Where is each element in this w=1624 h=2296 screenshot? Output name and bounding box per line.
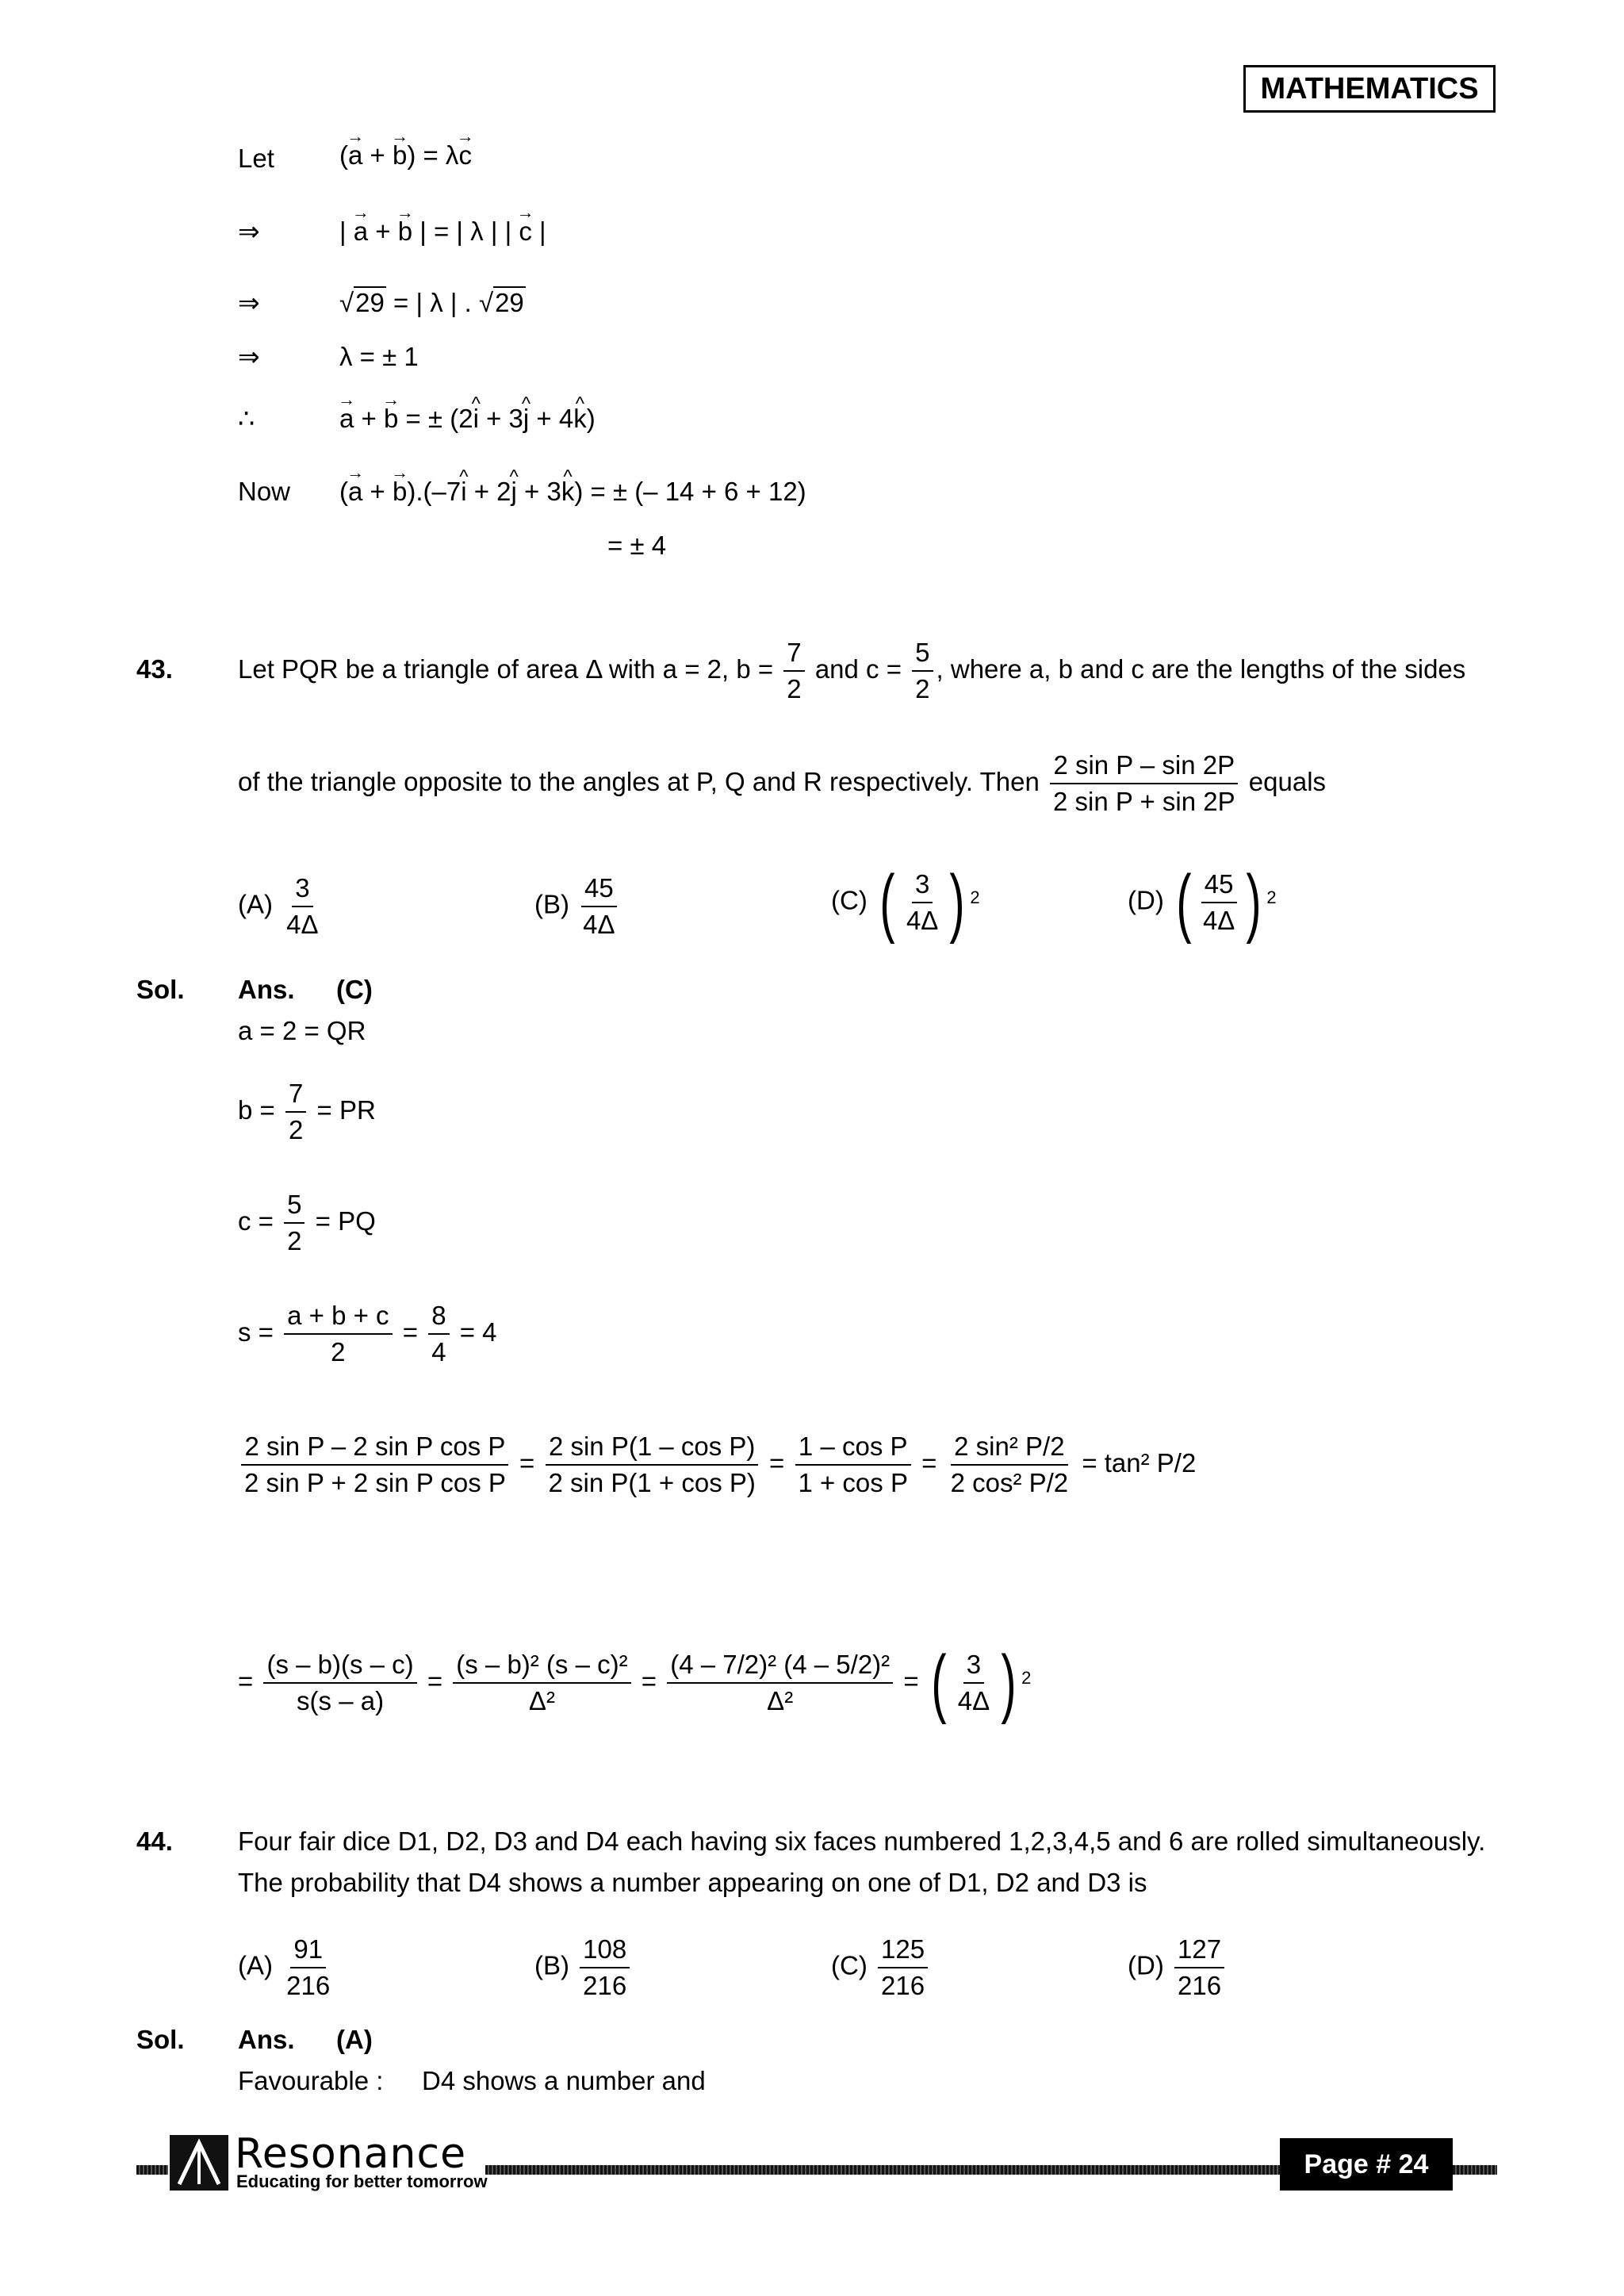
- answer-value: (A): [336, 2025, 373, 2054]
- derivation-label: Let: [238, 144, 274, 173]
- derivation-expr: → a + → b = ± (2^ i + 3^ j + 4^ k): [339, 403, 596, 435]
- derivation-label: ⇒: [238, 217, 260, 246]
- brand-tagline: Educating for better tomorrow: [236, 2171, 488, 2191]
- option-b[interactable]: (B) $\frac{108}{216}$: [534, 1932, 633, 2003]
- solution-label: Sol.: [136, 2025, 185, 2054]
- derivation-expr: √29 = | λ | . √29: [339, 288, 524, 317]
- favourable-text: D4 shows a number and: [422, 2066, 706, 2095]
- solution-step-s: s = $\frac{a + b + c}{2}$ = $\frac{8}{4}$ = 4: [238, 1294, 497, 1370]
- resonance-logo-icon: [170, 2135, 228, 2191]
- question-44-line2: The probability that D4 shows a number appearing on one of D1, D2 and D3 is: [238, 1868, 1147, 1897]
- solution-step-a: a = 2 = QR: [238, 1016, 366, 1045]
- solution-step-c: c = $\frac{5}{2}$ = PQ: [238, 1183, 376, 1259]
- fraction-c: $\frac{5}{2}$: [912, 635, 933, 707]
- question-44-line1: Four fair dice D1, D2, D3 and D4 each having six faces numbered 1,2,3,4,5 and 6 are rolled simultaneously.: [238, 1826, 1486, 1856]
- option-a[interactable]: (A) $\frac{3}{4\Delta}$: [238, 871, 325, 942]
- answer-value: (C): [336, 975, 373, 1004]
- solution-step-b: b = $\frac{7}{2}$ = PR: [238, 1072, 376, 1148]
- solution-heron-chain: = $\frac{(s - b)(s - c)}{s(s - a)}$ = $\frac{\text{(s – b)² (s – c)²}}{\text{Δ²}}$ = $\frac{\text{(4 – 7/2)² (4 – 5/2)²}}{\text{Δ²}}$ = ( $\frac{3}{4\Delta}$ ) $^2$: [238, 1640, 1032, 1726]
- derivation-label: ⇒: [238, 342, 260, 371]
- derivation-label: ∴: [238, 404, 255, 433]
- derivation-label: ⇒: [238, 288, 260, 317]
- answer-label: Ans.: [238, 975, 295, 1004]
- subject-header: MATHEMATICS: [1243, 65, 1496, 113]
- option-c[interactable]: (C) $\frac{125}{216}$: [831, 1932, 931, 2003]
- derivation-expr: λ = ± 1: [339, 342, 419, 371]
- favourable-label: Favourable :: [238, 2066, 384, 2095]
- brand-name: Resonance: [235, 2130, 467, 2178]
- fraction-b: $\frac{7}{2}$: [783, 635, 804, 707]
- page-number: Page # 24: [1280, 2138, 1453, 2191]
- option-d[interactable]: (D) ( $\frac{45}{4\Delta}$ ) $^2$: [1128, 860, 1277, 945]
- question-43-line2: of the triangle opposite to the angles at P, Q and R respectively. Then $\frac{\text{2 sin P – sin 2P}}{\text{2 sin P + sin 2P}}$ equals: [238, 744, 1326, 820]
- derivation-label: Now: [238, 477, 291, 506]
- option-c[interactable]: (C) ( $\frac{3}{4\Delta}$ ) $^2$: [831, 860, 980, 945]
- solution-label: Sol.: [136, 975, 185, 1004]
- option-b[interactable]: (B) $\frac{45}{4\Delta}$: [534, 871, 622, 942]
- question-43-line1: Let PQR be a triangle of area Δ with a = 2, b = $\frac{7}{2}$ and c = $\frac{5}{2}$ , where a, b and c are the lengths of the sides: [238, 631, 1465, 707]
- solution-trig-chain: $\frac{\text{2 sin P – 2 sin P cos P}}{\text{2 sin P + 2 sin P cos P}}$ = $\frac{\text{2 sin P(1 – cos P)}}{\text{2 sin P(1 + cos P)}}$ = $\frac{\text{1 – cos P}}{\text{1 + cos P}}$ = $\frac{\text{2 sin² P/2}}{\text{2 cos² P/2}}$ = tan² P/2: [238, 1420, 1196, 1507]
- question-number: 44.: [136, 1826, 173, 1856]
- derivation-expr: (→ a + → b) = λ→ c: [339, 140, 472, 171]
- question-number: 43.: [136, 654, 173, 684]
- answer-label: Ans.: [238, 2025, 295, 2054]
- option-d[interactable]: (D) $\frac{127}{216}$: [1128, 1932, 1228, 2003]
- fraction-expression: $\frac{\text{2 sin P – sin 2P}}{\text{2 sin P + sin 2P}}$: [1050, 748, 1239, 819]
- derivation-result: = ± 4: [607, 531, 667, 560]
- derivation-expr: | → a + → b | = | λ | | → c |: [339, 216, 546, 247]
- derivation-expr: (→ a + → b).(–7^ i + 2^ j + 3^ k) = ± (– 14 + 6 + 12): [339, 476, 806, 508]
- option-a[interactable]: (A) $\frac{91}{216}$: [238, 1932, 336, 2003]
